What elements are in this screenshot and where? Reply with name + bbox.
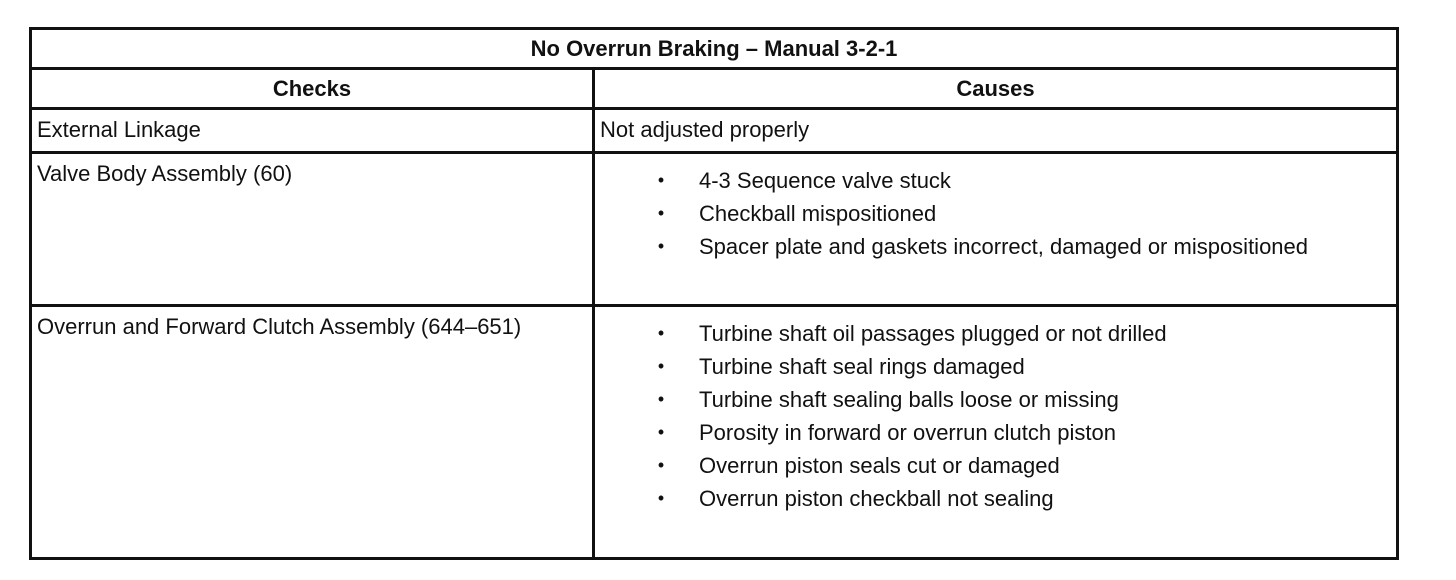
bullet-icon: • xyxy=(657,422,665,442)
cause-list xyxy=(595,154,1396,263)
cause-text: Porosity in forward or overrun clutch piston xyxy=(699,420,1116,445)
check-cell: External Linkage xyxy=(31,109,594,153)
bullet-icon: • xyxy=(657,488,665,508)
check-cell: Overrun and Forward Clutch Assembly (644–651) xyxy=(31,306,594,559)
table-title: No Overrun Braking – Manual 3-2-1 xyxy=(31,29,1398,69)
table-row xyxy=(31,109,1398,153)
table-header-row xyxy=(31,69,1398,109)
column-header-checks: Checks xyxy=(31,69,594,109)
table-row xyxy=(31,306,1398,559)
cause-text: Turbine shaft oil passages plugged or not drilled xyxy=(699,321,1167,346)
list-item xyxy=(595,350,1396,383)
table-title-row xyxy=(31,29,1398,69)
list-item xyxy=(595,449,1396,482)
cause-list xyxy=(595,307,1396,515)
diagnosis-table xyxy=(29,27,1399,560)
bullet-icon: • xyxy=(657,356,665,376)
bullet-icon: • xyxy=(657,170,665,190)
cause-cell: Not adjusted properly xyxy=(594,109,1398,153)
bullet-icon: • xyxy=(657,323,665,343)
bullet-icon: • xyxy=(657,236,665,256)
list-item xyxy=(595,416,1396,449)
cause-text: Turbine shaft sealing balls loose or missing xyxy=(699,387,1119,412)
list-item xyxy=(595,317,1396,350)
bullet-icon: • xyxy=(657,455,665,475)
cause-text: Checkball mispositioned xyxy=(699,201,937,226)
list-item xyxy=(595,164,1396,197)
cause-text: Overrun piston seals cut or damaged xyxy=(699,453,1060,478)
list-item xyxy=(595,197,1396,230)
column-header-causes: Causes xyxy=(594,69,1398,109)
check-cell: Valve Body Assembly (60) xyxy=(31,153,594,306)
cause-text: 4-3 Sequence valve stuck xyxy=(699,168,951,193)
table-row xyxy=(31,153,1398,306)
cause-text: Overrun piston checkball not sealing xyxy=(699,486,1054,511)
cause-text: Turbine shaft seal rings damaged xyxy=(699,354,1025,379)
list-item xyxy=(595,482,1396,515)
cause-cell xyxy=(594,153,1398,306)
cause-text: Spacer plate and gaskets incorrect, damaged or mispositioned xyxy=(699,234,1309,259)
bullet-icon: • xyxy=(657,389,665,409)
cause-cell xyxy=(594,306,1398,559)
list-item xyxy=(595,383,1396,416)
bullet-icon: • xyxy=(657,203,665,223)
list-item xyxy=(595,230,1396,263)
